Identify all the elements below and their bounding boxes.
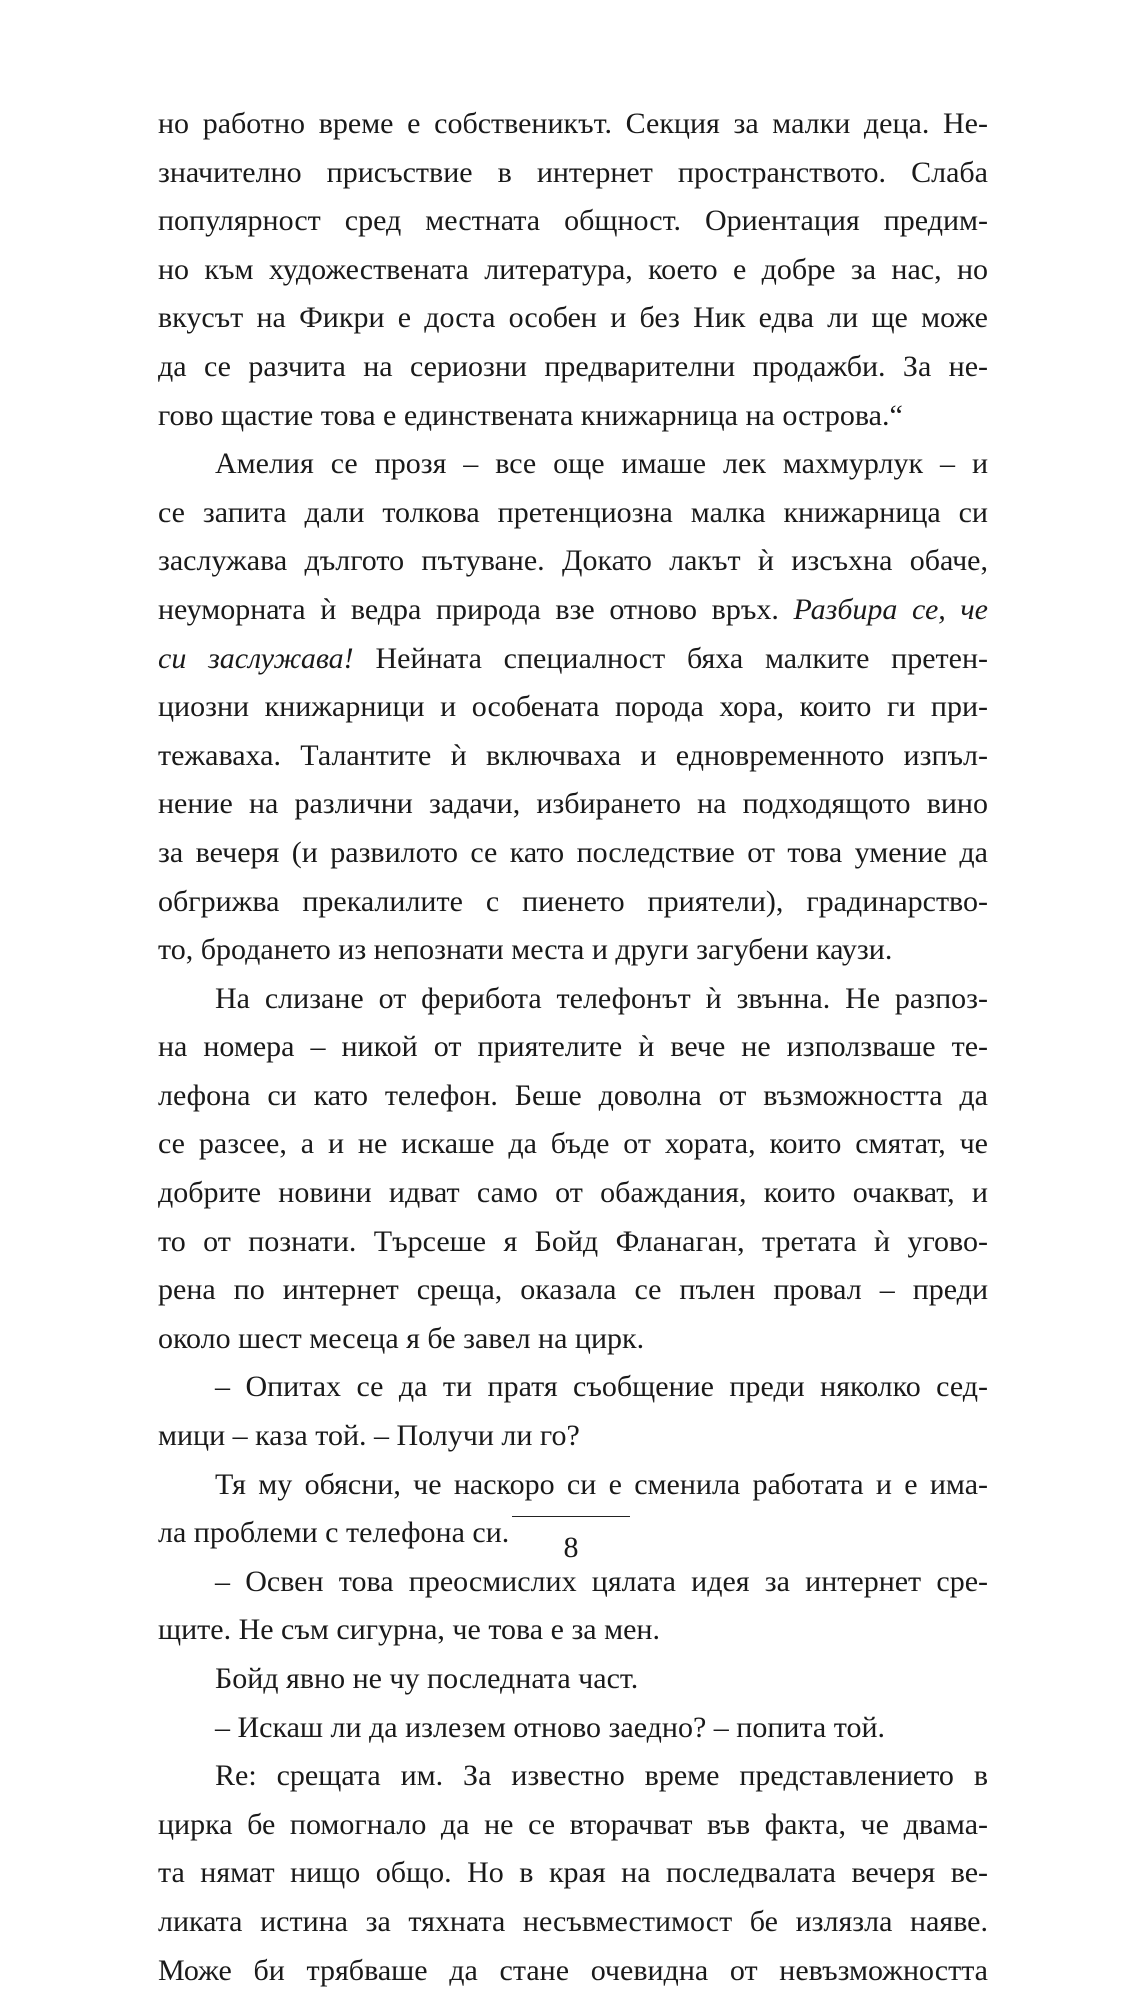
text-line: рена по интернет среща, оказала се пълен провал – преди xyxy=(158,1273,988,1307)
paragraph xyxy=(158,1752,988,1995)
text-line: около шест месеца я бе завел на цирк. xyxy=(158,1321,645,1355)
text-line: но работно време е собственикът. Секция за малки деца. Не- xyxy=(158,107,988,140)
text-line: На слизане от ферибота телефонът ѝ звънна. Не разпоз- xyxy=(215,981,988,1015)
text-line: Бойд явно не чу последната част. xyxy=(215,1662,639,1695)
text-line: щите. Не съм сигурна, че това е за мен. xyxy=(158,1613,660,1647)
text-line: циозни книжарници и особената порода хора, които ги при- xyxy=(158,690,988,724)
text-line: гово щастие това е единствената книжарница на острова.“ xyxy=(158,398,903,432)
text-line: мици – каза той. – Получи ли го? xyxy=(158,1419,580,1453)
page-body-text xyxy=(158,100,988,1995)
footer-rule xyxy=(512,1516,630,1517)
text-line: добрите новини идват само от обаждания, които очакват, и xyxy=(158,1176,988,1210)
text-line: то от познати. Търсеше я Бойд Фланаган, третата ѝ угово- xyxy=(158,1224,988,1258)
text-line: Тя му обясни, че наскоро си е сменила работата и е има- xyxy=(215,1467,988,1501)
paragraph xyxy=(158,1655,988,1704)
text-span: неуморната ѝ ведра природа взе отново връх. xyxy=(158,592,794,626)
text-line: за вечеря (и развилото се като последствие от това умение да xyxy=(158,835,988,869)
text-line-mixed xyxy=(158,635,988,684)
italic-span: Разбира се, че xyxy=(793,592,989,626)
text-line: – Освен това преосмислих цялата идея за интернет сре- xyxy=(215,1564,988,1598)
paragraph xyxy=(158,975,988,1364)
text-line: цирка бе помогнало да не се вторачват във факта, че двама- xyxy=(158,1807,988,1841)
text-line: та нямат нищо общо. Но в края на последвалата вечеря ве- xyxy=(158,1856,988,1890)
paragraph xyxy=(158,1363,988,1460)
text-line: заслужава дългото пътуване. Докато лакът ѝ изсъхна обаче, xyxy=(158,544,988,578)
page-number: 8 xyxy=(563,1531,579,1564)
text-line: ла проблеми с телефона си. xyxy=(158,1516,510,1550)
text-line: обгрижва прекалилите с пиенето приятели), градинарство- xyxy=(158,884,988,918)
text-line: значително присъствие в интернет пространството. Слаба xyxy=(158,155,988,189)
paragraph xyxy=(158,440,988,975)
text-line: Амелия се прозя – все още имаше лек махмурлук – и xyxy=(215,447,988,481)
text-line: вкусът на Фикри е доста особен и без Ник едва ли ще може xyxy=(158,301,988,335)
italic-span: си заслужава! xyxy=(158,641,354,675)
text-line: нение на различни задачи, избирането на подходящото вино xyxy=(158,787,988,821)
text-span: Нейната специалност бяха малките претен- xyxy=(353,641,988,675)
text-line: се разсее, а и не искаше да бъде от хората, които смятат, че xyxy=(158,1127,988,1161)
text-line: Re: срещата им. За известно време представлението в xyxy=(215,1759,988,1793)
text-line: Може би трябваше да стане очевидна от невъзможността xyxy=(158,1953,988,1987)
text-line: да се разчита на сериозни предварителни продажби. За не- xyxy=(158,349,988,383)
text-line: но към художествената литература, което е добре за нас, но xyxy=(158,252,988,286)
text-line: популярност сред местната общност. Ориентация предим- xyxy=(158,204,988,238)
text-line: – Искаш ли да излезем отново заедно? – попита той. xyxy=(215,1710,886,1744)
text-line-mixed xyxy=(158,586,988,635)
text-line: ликата истина за тяхната несъвместимост бе излязла наяве. xyxy=(158,1904,988,1938)
text-line: се запита дали толкова претенциозна малка книжарница си xyxy=(158,495,988,529)
paragraph xyxy=(158,1558,988,1655)
text-line: то, бродането из непознати места и други загубени каузи. xyxy=(158,933,893,967)
text-line: тежаваха. Талантите ѝ включваха и едновременното изпъл- xyxy=(158,738,988,772)
paragraph xyxy=(158,100,988,440)
paragraph xyxy=(158,1704,988,1753)
text-line: – Опитах се да ти пратя съобщение преди няколко сед- xyxy=(215,1370,988,1404)
text-line: лефона си като телефон. Беше доволна от възможността да xyxy=(158,1078,988,1112)
text-line: на номера – никой от приятелите ѝ вече не използваше те- xyxy=(158,1030,988,1064)
